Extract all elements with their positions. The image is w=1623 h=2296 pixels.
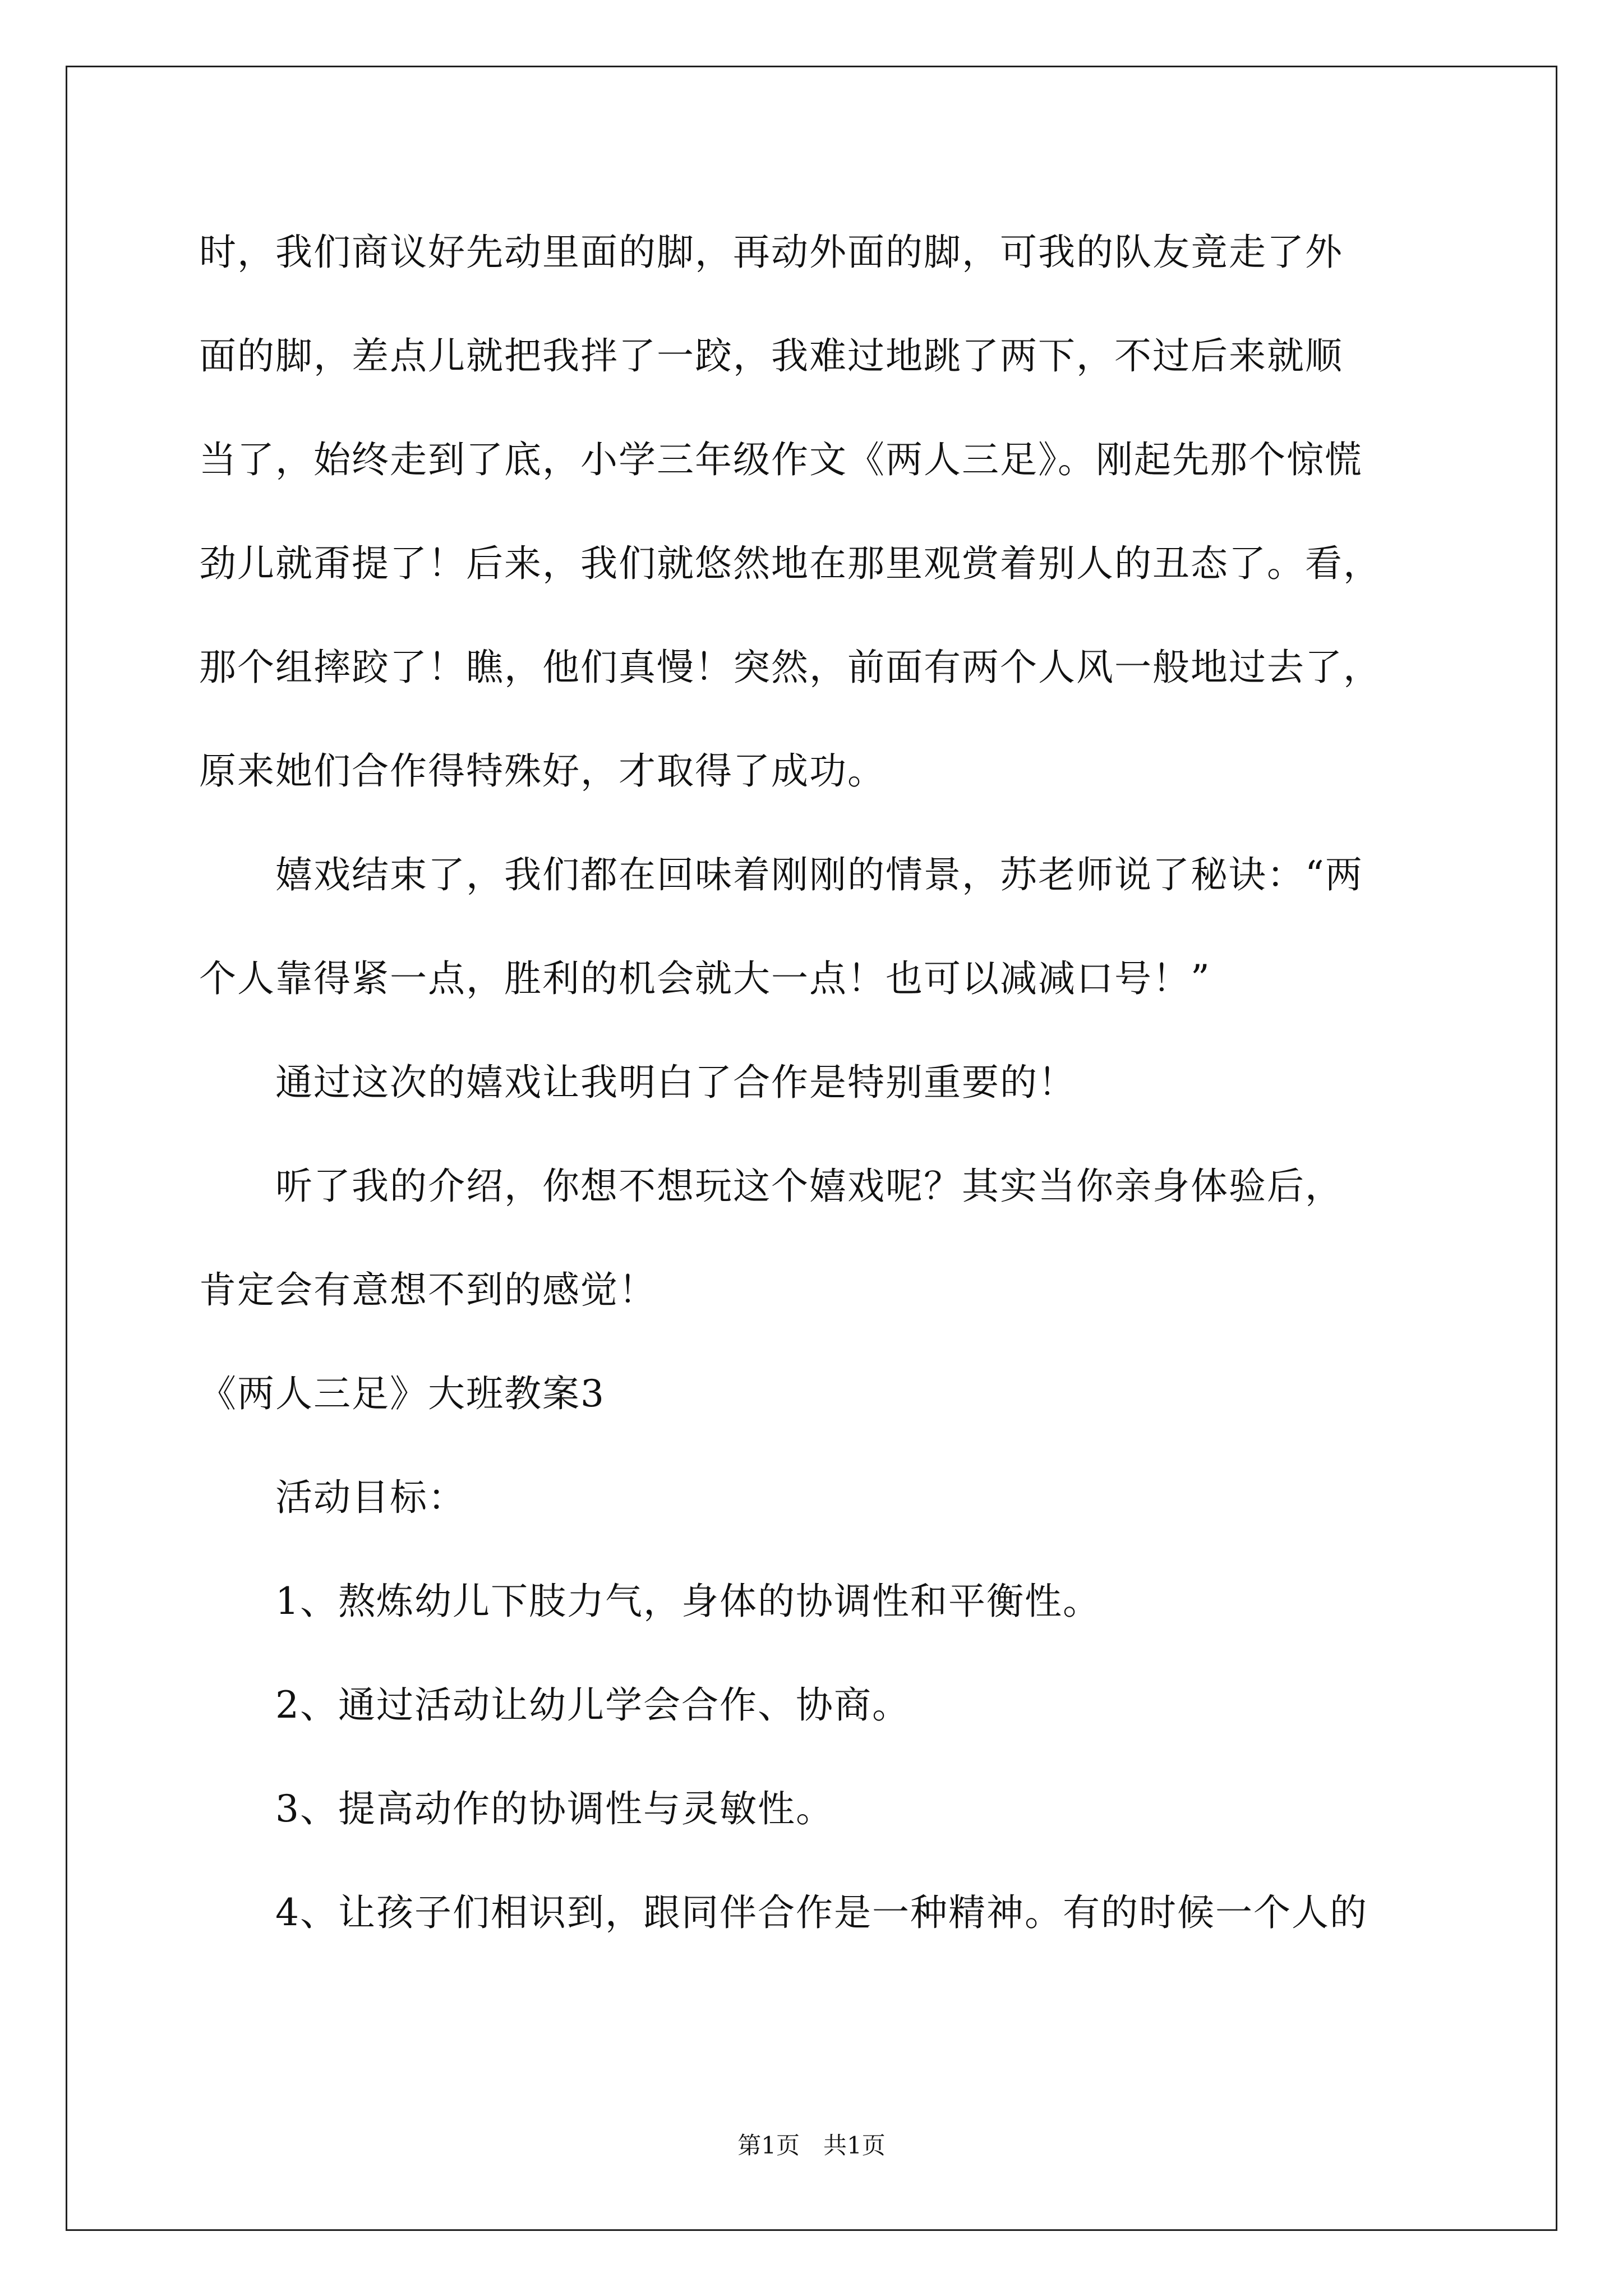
- body-line-2: 面的脚，差点儿就把我拌了一跤，我难过地跳了两下，不过后来就顺: [199, 334, 1343, 378]
- body-line-4: 劲儿就甭提了！后来，我们就悠然地在那里观赏着别人的丑态了。看，: [199, 542, 1381, 585]
- body-line-14: 1、熬炼幼儿下肢力气，身体的协调性和平衡性。: [199, 1580, 1101, 1623]
- body-line-16: 3、提高动作的协调性与灵敏性。: [199, 1787, 834, 1830]
- body-line-15: 2、通过活动让幼儿学会合作、协商。: [199, 1683, 910, 1727]
- body-line-13: 活动目标：: [199, 1476, 466, 1519]
- body-line-9: 通过这次的嬉戏让我明白了合作是特别重要的！: [199, 1061, 1076, 1104]
- body-line-11: 肯定会有意想不到的感觉！: [199, 1268, 657, 1312]
- body-line-10: 听了我的介绍，你想不想玩这个嬉戏呢？其实当你亲身体验后，: [199, 1165, 1343, 1208]
- body-line-7: 嬉戏结束了，我们都在回味着刚刚的情景，苏老师说了秘诀：“两: [199, 853, 1363, 896]
- body-line-1: 时，我们商议好先动里面的脚，再动外面的脚，可我的队友竟走了外: [199, 231, 1343, 274]
- body-line-6: 原来她们合作得特殊好，才取得了成功。: [199, 749, 886, 793]
- body-line-17: 4、让孩子们相识到，跟同伴合作是一种精神。有的时候一个人的: [199, 1891, 1368, 1934]
- page-footer: 第1页 共1页: [737, 2132, 886, 2159]
- body-line-5: 那个组摔跤了！瞧，他们真慢！突然，前面有两个人风一般地过去了，: [199, 646, 1381, 689]
- section-heading: 《两人三足》大班教案3: [199, 1372, 605, 1415]
- body-line-8: 个人靠得紧一点，胜利的机会就大一点！也可以减减口号！”: [199, 957, 1211, 1000]
- body-line-3: 当了，始终走到了底，小学三年级作文《两人三足》。刚起先那个惊慌: [199, 438, 1363, 481]
